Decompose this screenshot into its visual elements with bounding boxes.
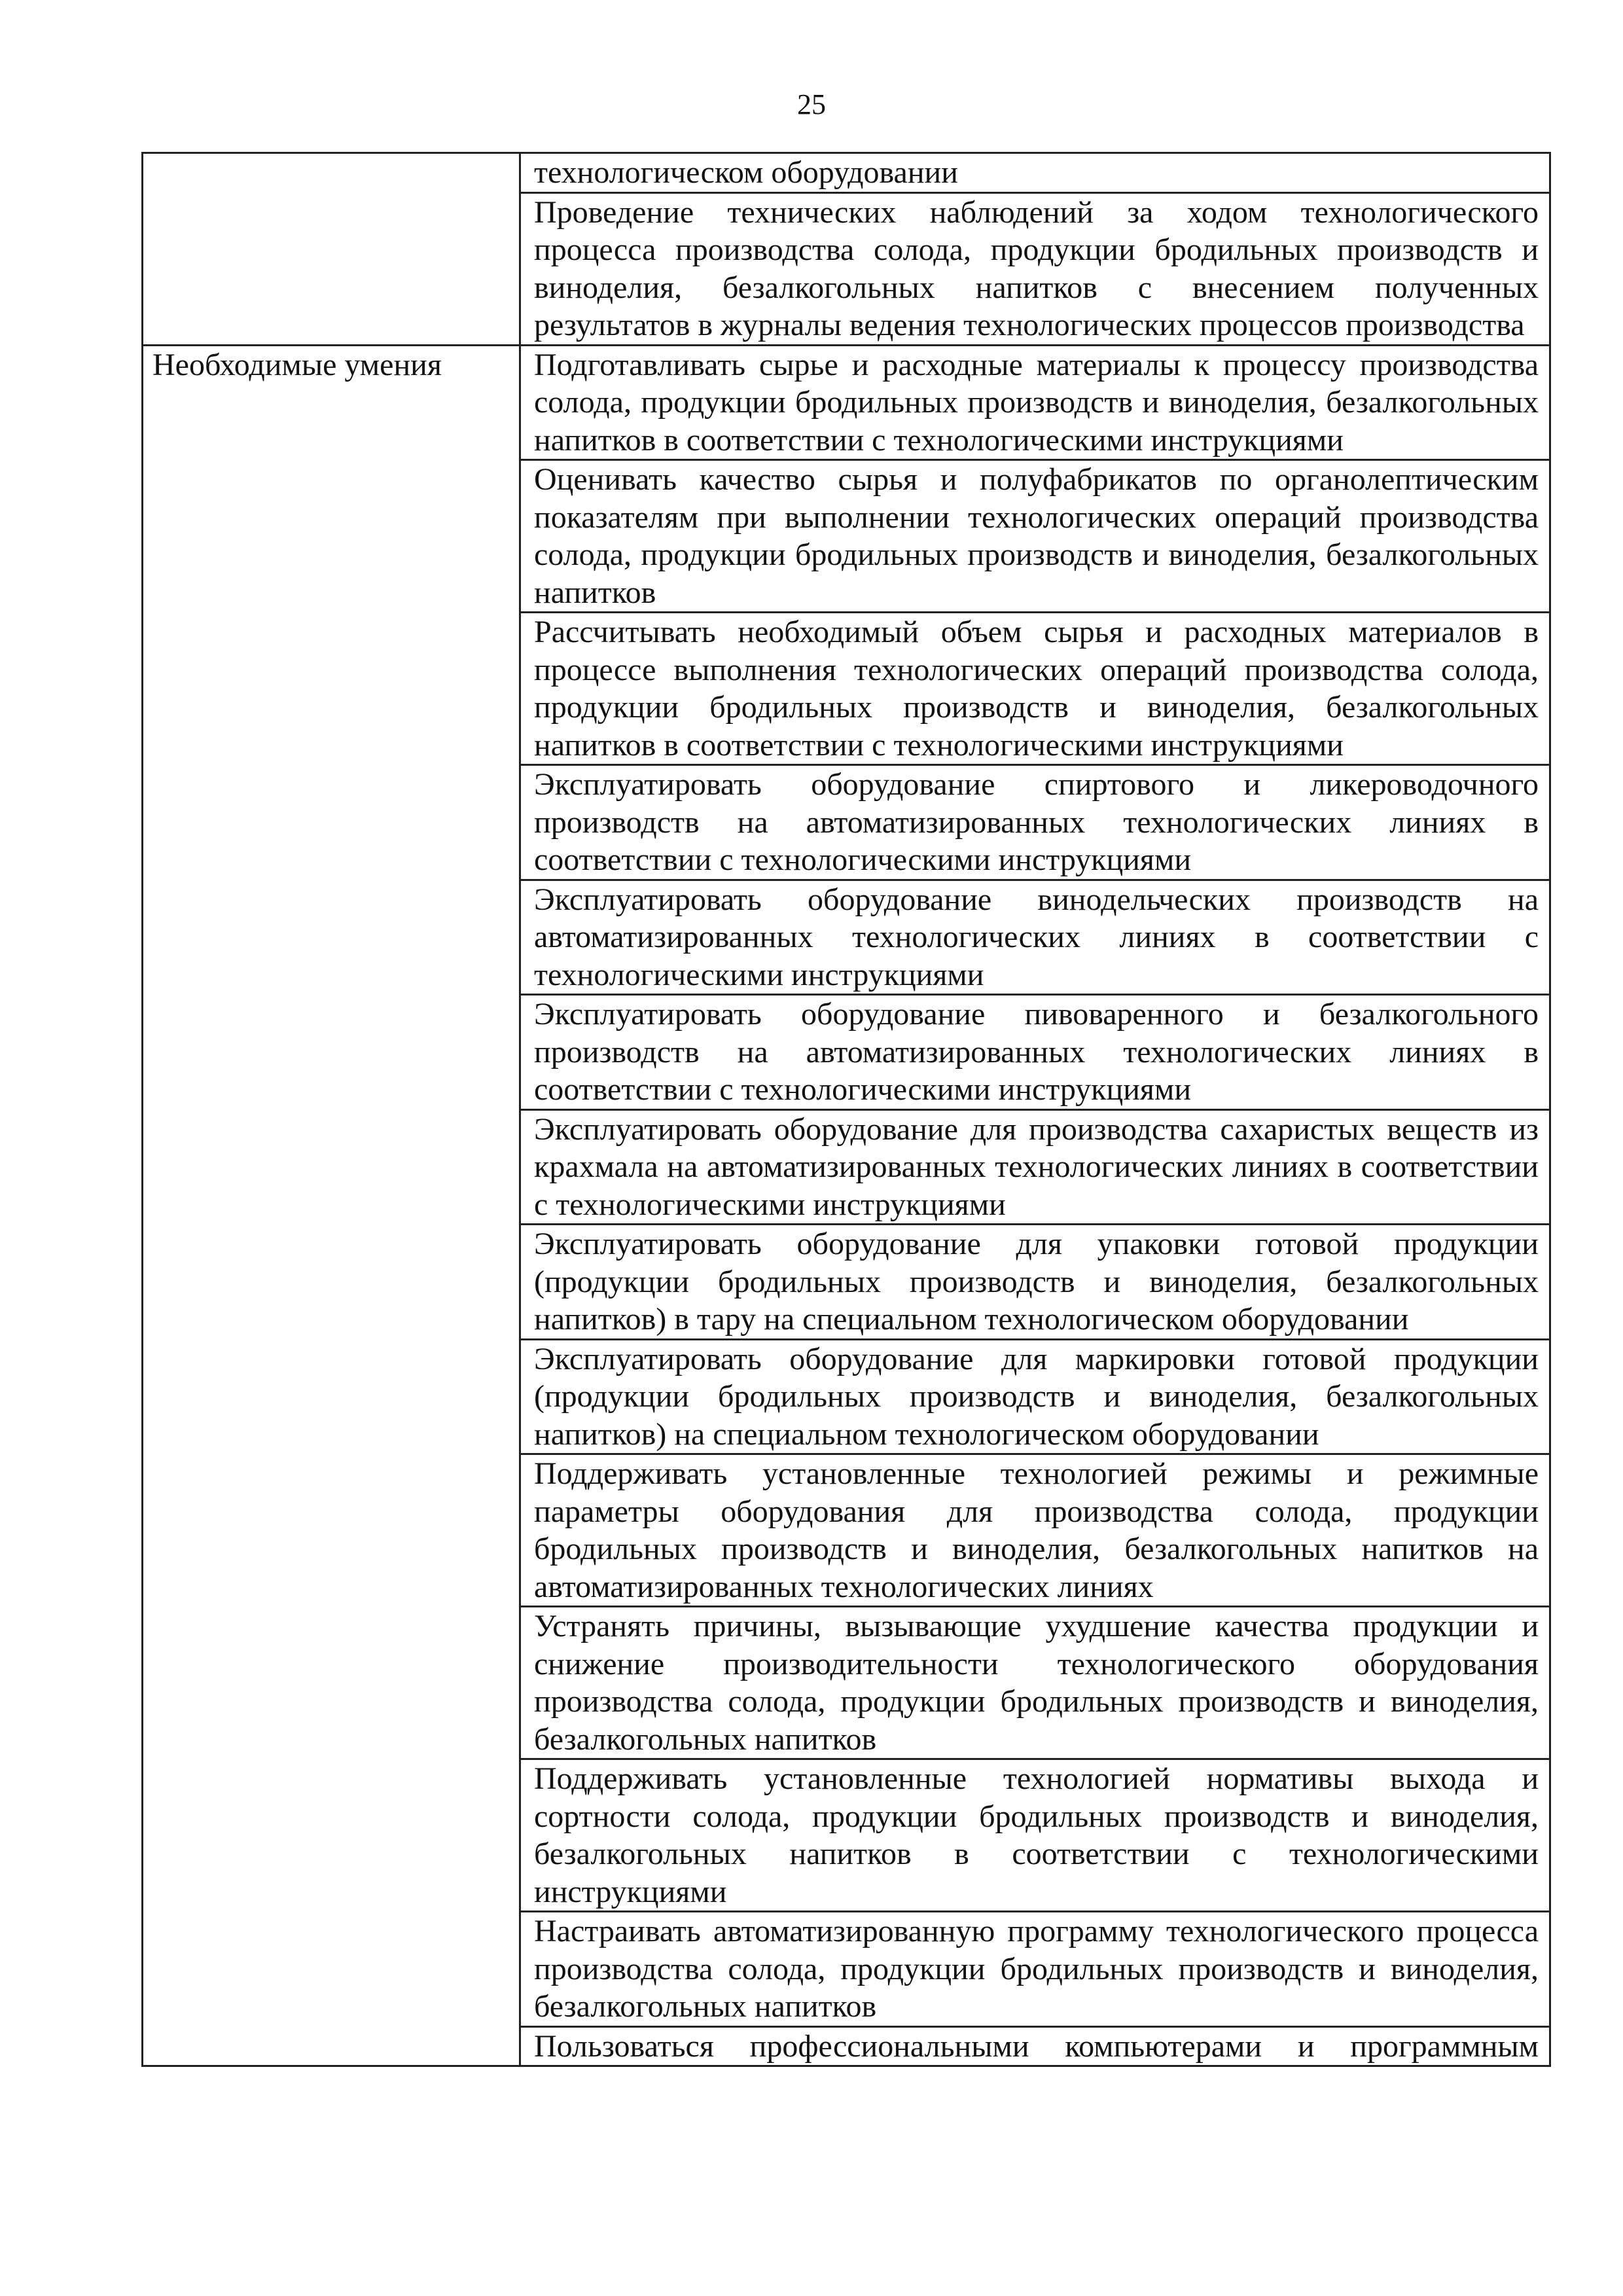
skill-item: Пользоваться профессиональными компьютерами и программным	[520, 2026, 1550, 2066]
skill-item: Эксплуатировать оборудование пивоваренного и безалкогольного производств на автоматизированных технологических линиях в соответствии с технологическими инструкциями	[520, 995, 1550, 1110]
table-row	[143, 345, 1550, 460]
skill-item: Эксплуатировать оборудование для упаковки готовой продукции (продукции бродильных производств и виноделия, безалкогольных напитков) в тару на специальном технологическом оборудовании	[520, 1225, 1550, 1340]
skill-item: Оценивать качество сырья и полуфабрикатов по органолептическим показателям при выполнении технологических операций производства солода, продукции бродильных производств и виноделия, безалкогольных напитков	[520, 460, 1550, 613]
continuation-cell: Проведение технических наблюдений за ходом технологического процесса производства солода, продукции бродильных производств и виноделия, безалкогольных напитков с внесением полученных результатов в журналы ведения технологических процессов производства	[520, 192, 1550, 345]
skill-item: Эксплуатировать оборудование для производства сахаристых веществ из крахмала на автоматизированных технологических линиях в соответствии с технологическими инструкциями	[520, 1109, 1550, 1225]
skill-item: Эксплуатировать оборудование винодельческих производств на автоматизированных технологических линиях в соответствии с технологическими инструкциями	[520, 880, 1550, 995]
table-row	[143, 153, 1550, 193]
skill-item: Эксплуатировать оборудование спиртового и ликероводочного производств на автоматизированных технологических линиях в соответствии с технологическими инструкциями	[520, 765, 1550, 880]
competency-table	[141, 152, 1551, 2067]
continuation-cell: технологическом оборудовании	[520, 153, 1550, 193]
page-number: 25	[797, 88, 826, 120]
skill-item: Эксплуатировать оборудование для маркировки готовой продукции (продукции бродильных производств и виноделия, безалкогольных напитков) на специальном технологическом оборудовании	[520, 1339, 1550, 1454]
skill-item: Рассчитывать необходимый объем сырья и расходных материалов в процессе выполнения технологических операций производства солода, продукции бродильных производств и виноделия, безалкогольных напитков в соответствии с технологическими инструкциями	[520, 613, 1550, 765]
skill-item: Настраивать автоматизированную программу технологического процесса производства солода, продукции бродильных производств и виноделия, безалкогольных напитков	[520, 1912, 1550, 2027]
skill-item: Поддерживать установленные технологией нормативы выхода и сортности солода, продукции бродильных производств и виноделия, безалкогольных напитков в соответствии с технологическими инструкциями	[520, 1759, 1550, 1912]
empty-label-cell	[143, 153, 520, 346]
skill-item: Подготавливать сырье и расходные материалы к процессу производства солода, продукции бродильных производств и виноделия, безалкогольных напитков в соответствии с технологическими инструкциями	[520, 345, 1550, 460]
skills-label: Необходимые умения	[143, 345, 520, 2066]
skill-item: Поддерживать установленные технологией режимы и режимные параметры оборудования для производства солода, продукции бродильных производств и виноделия, безалкогольных напитков на автоматизированных технологических линиях	[520, 1454, 1550, 1607]
skill-item: Устранять причины, вызывающие ухудшение качества продукции и снижение производительности технологического оборудования производства солода, продукции бродильных производств и виноделия, безалкогольных напитков	[520, 1607, 1550, 1759]
